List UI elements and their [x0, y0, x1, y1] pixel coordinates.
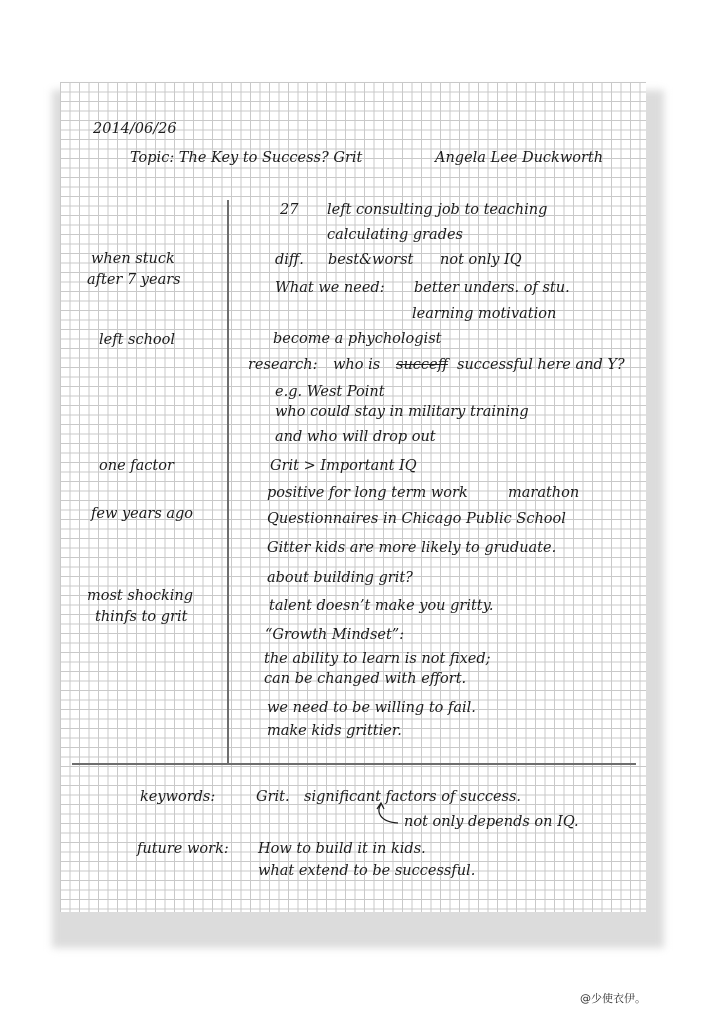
cue-after-7-years: after 7 years	[87, 272, 181, 288]
note-eg-west-point: e.g. West Point	[275, 384, 385, 400]
note-willing-fail: we need to be willing to fail.	[267, 700, 476, 716]
note-best-worst: best&worst	[328, 252, 414, 268]
summary-grit: Grit.	[256, 789, 290, 805]
note-gitter-kids: Gitter kids are more likely to gruduate.	[267, 540, 557, 556]
cue-one-factor: one factor	[99, 458, 174, 474]
summary-significant: significant factors of success.	[304, 789, 522, 805]
note-struck-word: succeff	[396, 357, 448, 373]
cue-few-years-ago: few years ago	[91, 506, 194, 522]
cue-most-shocking: most shocking	[87, 588, 194, 604]
note-become-psych: become a phychologist	[273, 331, 442, 347]
note-growth-mindset: “Growth Mindset”:	[265, 627, 405, 643]
note-make-kids: make kids grittier.	[267, 723, 402, 739]
note-better-unders: better unders. of stu.	[414, 280, 570, 296]
cue-thinfs-to-grit: thinfs to grit	[95, 609, 188, 625]
summary-not-only-depends: not only depends on IQ.	[404, 814, 579, 830]
note-about-building: about building grit?	[267, 570, 413, 586]
cue-left-school: left school	[99, 332, 176, 348]
cue-column-divider	[227, 200, 229, 764]
note-who-could-stay: who could stay in military training	[275, 404, 529, 420]
summary-future-label: future work:	[137, 841, 229, 857]
note-learning-motivation: learning motivation	[412, 306, 557, 322]
note-questionnaires: Questionnaires in Chicago Public School	[267, 511, 566, 527]
note-marathon: marathon	[508, 485, 580, 501]
note-who-is: who is	[333, 357, 381, 373]
note-calc-grades: calculating grades	[327, 227, 464, 243]
arrow-icon	[372, 800, 402, 830]
grid-paper-note	[60, 82, 646, 912]
note-ability-learn: the ability to learn is not fixed;	[264, 651, 491, 667]
note-age: 27	[280, 202, 299, 218]
note-left-job: left consulting job to teaching	[327, 202, 548, 218]
note-what-we-need: What we need:	[275, 280, 385, 296]
summary-keywords-label: keywords:	[140, 789, 216, 805]
summary-divider	[72, 763, 636, 765]
note-and-who-drop: and who will drop out	[275, 429, 436, 445]
note-grit-important: Grit > Important IQ	[270, 458, 417, 474]
note-not-only-iq: not only IQ	[440, 252, 522, 268]
note-can-be-changed: can be changed with effort.	[264, 671, 467, 687]
note-topic: Topic: The Key to Success? Grit	[130, 150, 363, 166]
note-positive-long: positive for long term work	[267, 485, 468, 501]
note-research-label: research:	[248, 357, 318, 373]
note-successful-here: successful here and Y?	[457, 357, 625, 373]
author-watermark: @少使衣伊。	[580, 992, 646, 1005]
summary-what-extend: what extend to be successful.	[258, 863, 476, 879]
cue-when-stuck: when stuck	[91, 251, 175, 267]
summary-how-build: How to build it in kids.	[258, 841, 426, 857]
note-speaker: Angela Lee Duckworth	[435, 150, 604, 166]
note-date: 2014/06/26	[93, 121, 177, 137]
note-talent: talent doesn’t make you gritty.	[269, 598, 494, 614]
note-diff: diff.	[275, 252, 304, 268]
